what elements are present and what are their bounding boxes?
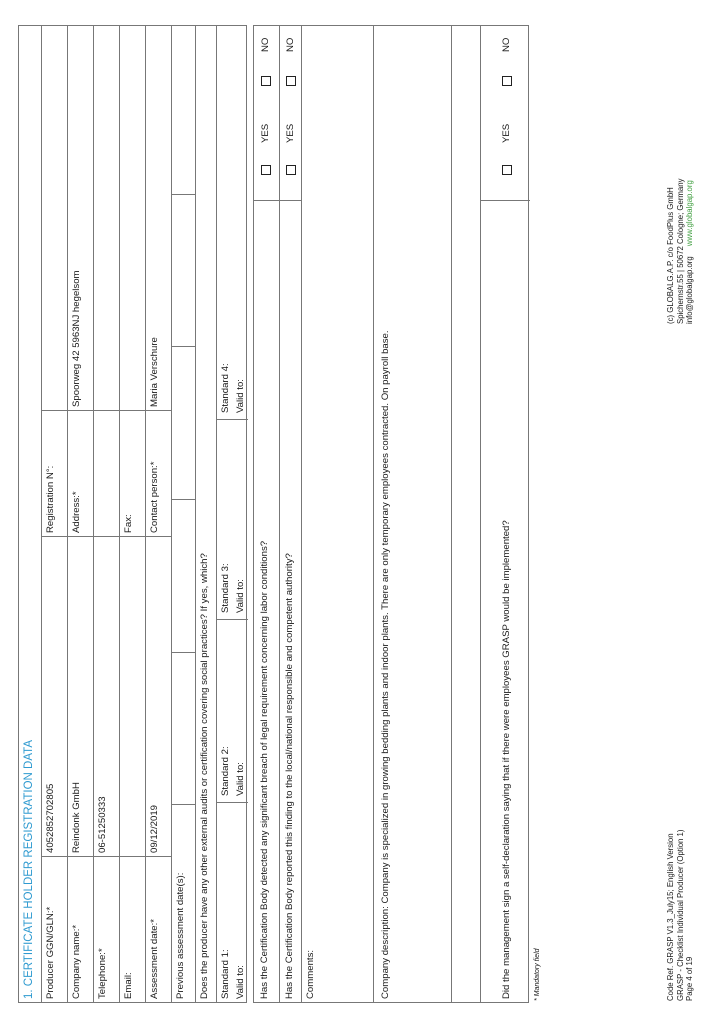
registration-table <box>18 25 247 1003</box>
footer-right <box>666 179 695 325</box>
standard-3-label: Standard 3: <box>220 563 231 613</box>
other-audits-question: Does the producer have any other external audits or certification covering social practices? If yes, which? <box>199 553 210 999</box>
question-row-2 <box>279 25 301 1003</box>
footer-email[interactable]: info@globalgap.org <box>685 256 694 324</box>
comments-row <box>301 25 373 1003</box>
registration-label: Registration N°: <box>45 465 56 533</box>
address-label: Address:* <box>71 491 82 533</box>
fax-label: Fax: <box>123 514 134 533</box>
standard-1-label: Standard 1: <box>220 949 231 999</box>
assessment-row <box>145 25 171 1003</box>
section-title: 1. CERTIFICATE HOLDER REGISTRATION DATA <box>23 740 35 999</box>
contact-label: Contact person:* <box>149 461 160 533</box>
standard-3-valid-to: Valid to: <box>235 579 246 613</box>
question-1-text: Has the Certification Body detected any significant breach of legal requirement concerning labor conditions? <box>259 540 270 999</box>
standards-row <box>216 25 247 1003</box>
footer-left <box>666 830 695 1001</box>
self-declaration-row <box>480 25 529 1003</box>
comments-label: Comments: <box>305 949 316 999</box>
question-2-yes-label: YES <box>285 123 296 143</box>
mandatory-field-note: * Mandatory field <box>534 948 541 1001</box>
question-row-1 <box>253 25 279 1003</box>
assessment-value: 09/12/2019 <box>149 804 160 853</box>
footer-code-ref: Code Ref. GRASP V1.3_July15; English Version <box>666 833 675 1001</box>
self-declaration-no-checkbox[interactable] <box>502 76 512 86</box>
footer-page-number: Page 4 of 19 <box>685 956 694 1001</box>
producer-ggn-value: 4052852702805 <box>45 783 56 853</box>
self-declaration-text: Did the management sign a self-declaration saying that if there were employees GRASP would be implemented? <box>501 520 512 999</box>
question-2-yes-checkbox[interactable] <box>286 165 296 175</box>
other-audits-row <box>195 25 216 1003</box>
assessment-label: Assessment date:* <box>149 919 160 999</box>
company-label: Company name:* <box>71 924 82 999</box>
standard-4-valid-to: Valid to: <box>235 379 246 413</box>
standard-1-valid-to: Valid to: <box>235 965 246 999</box>
telephone-value: 06-51250333 <box>97 796 108 853</box>
question-1-no-label: NO <box>260 37 271 52</box>
standard-4-label: Standard 4: <box>220 363 231 413</box>
self-declaration-yes-label: YES <box>501 123 512 143</box>
producer-ggn-row <box>41 25 67 1003</box>
question-1-yes-checkbox[interactable] <box>261 165 271 175</box>
question-1-yes-label: YES <box>260 123 271 143</box>
footer-copyright: (c) GLOBALG.A.P. c/o FoodPlus GmbH <box>666 187 675 324</box>
question-2-no-label: NO <box>285 37 296 52</box>
standard-2-valid-to: Valid to: <box>235 762 246 796</box>
section-title-row <box>18 25 41 1003</box>
question-2-text: Has the Certification Body reported this finding to the local/national responsible and competent authority? <box>284 553 295 999</box>
company-row <box>67 25 93 1003</box>
producer-ggn-label: Producer GGN/GLN:* <box>45 906 56 999</box>
company-description: Company description: Company is specialized in growing bedding plants and indoor plants. There are only temporary employees contracted. On payroll base. <box>380 330 391 999</box>
questions-table <box>253 25 529 1003</box>
self-declaration-yes-checkbox[interactable] <box>502 165 512 175</box>
question-1-no-checkbox[interactable] <box>261 76 271 86</box>
standard-2-label: Standard 2: <box>220 746 231 796</box>
question-2-no-checkbox[interactable] <box>286 76 296 86</box>
previous-assessment-row <box>171 25 195 1003</box>
email-row <box>119 25 145 1003</box>
company-description-row <box>373 25 451 1003</box>
company-value: Reindonk GmbH <box>71 782 82 853</box>
blank-row <box>451 25 480 1003</box>
self-declaration-no-label: NO <box>501 37 512 52</box>
contact-value: Maria Verschure <box>149 337 160 407</box>
telephone-label: Telephone:* <box>97 948 108 999</box>
footer-checklist: GRASP - Checklist Individual Producer (Option 1) <box>675 829 685 1001</box>
footer-website-link[interactable]: www.globalgap.org <box>685 180 694 247</box>
email-label: Email: <box>123 972 134 999</box>
footer-address: Spichernstr.55 | 50672 Cologne; Germany <box>675 178 685 324</box>
address-value: Spoorweg 42 5963NJ hegelsom <box>71 270 82 407</box>
previous-assessment-label: Previous assessment date(s): <box>175 872 186 999</box>
telephone-row <box>93 25 119 1003</box>
